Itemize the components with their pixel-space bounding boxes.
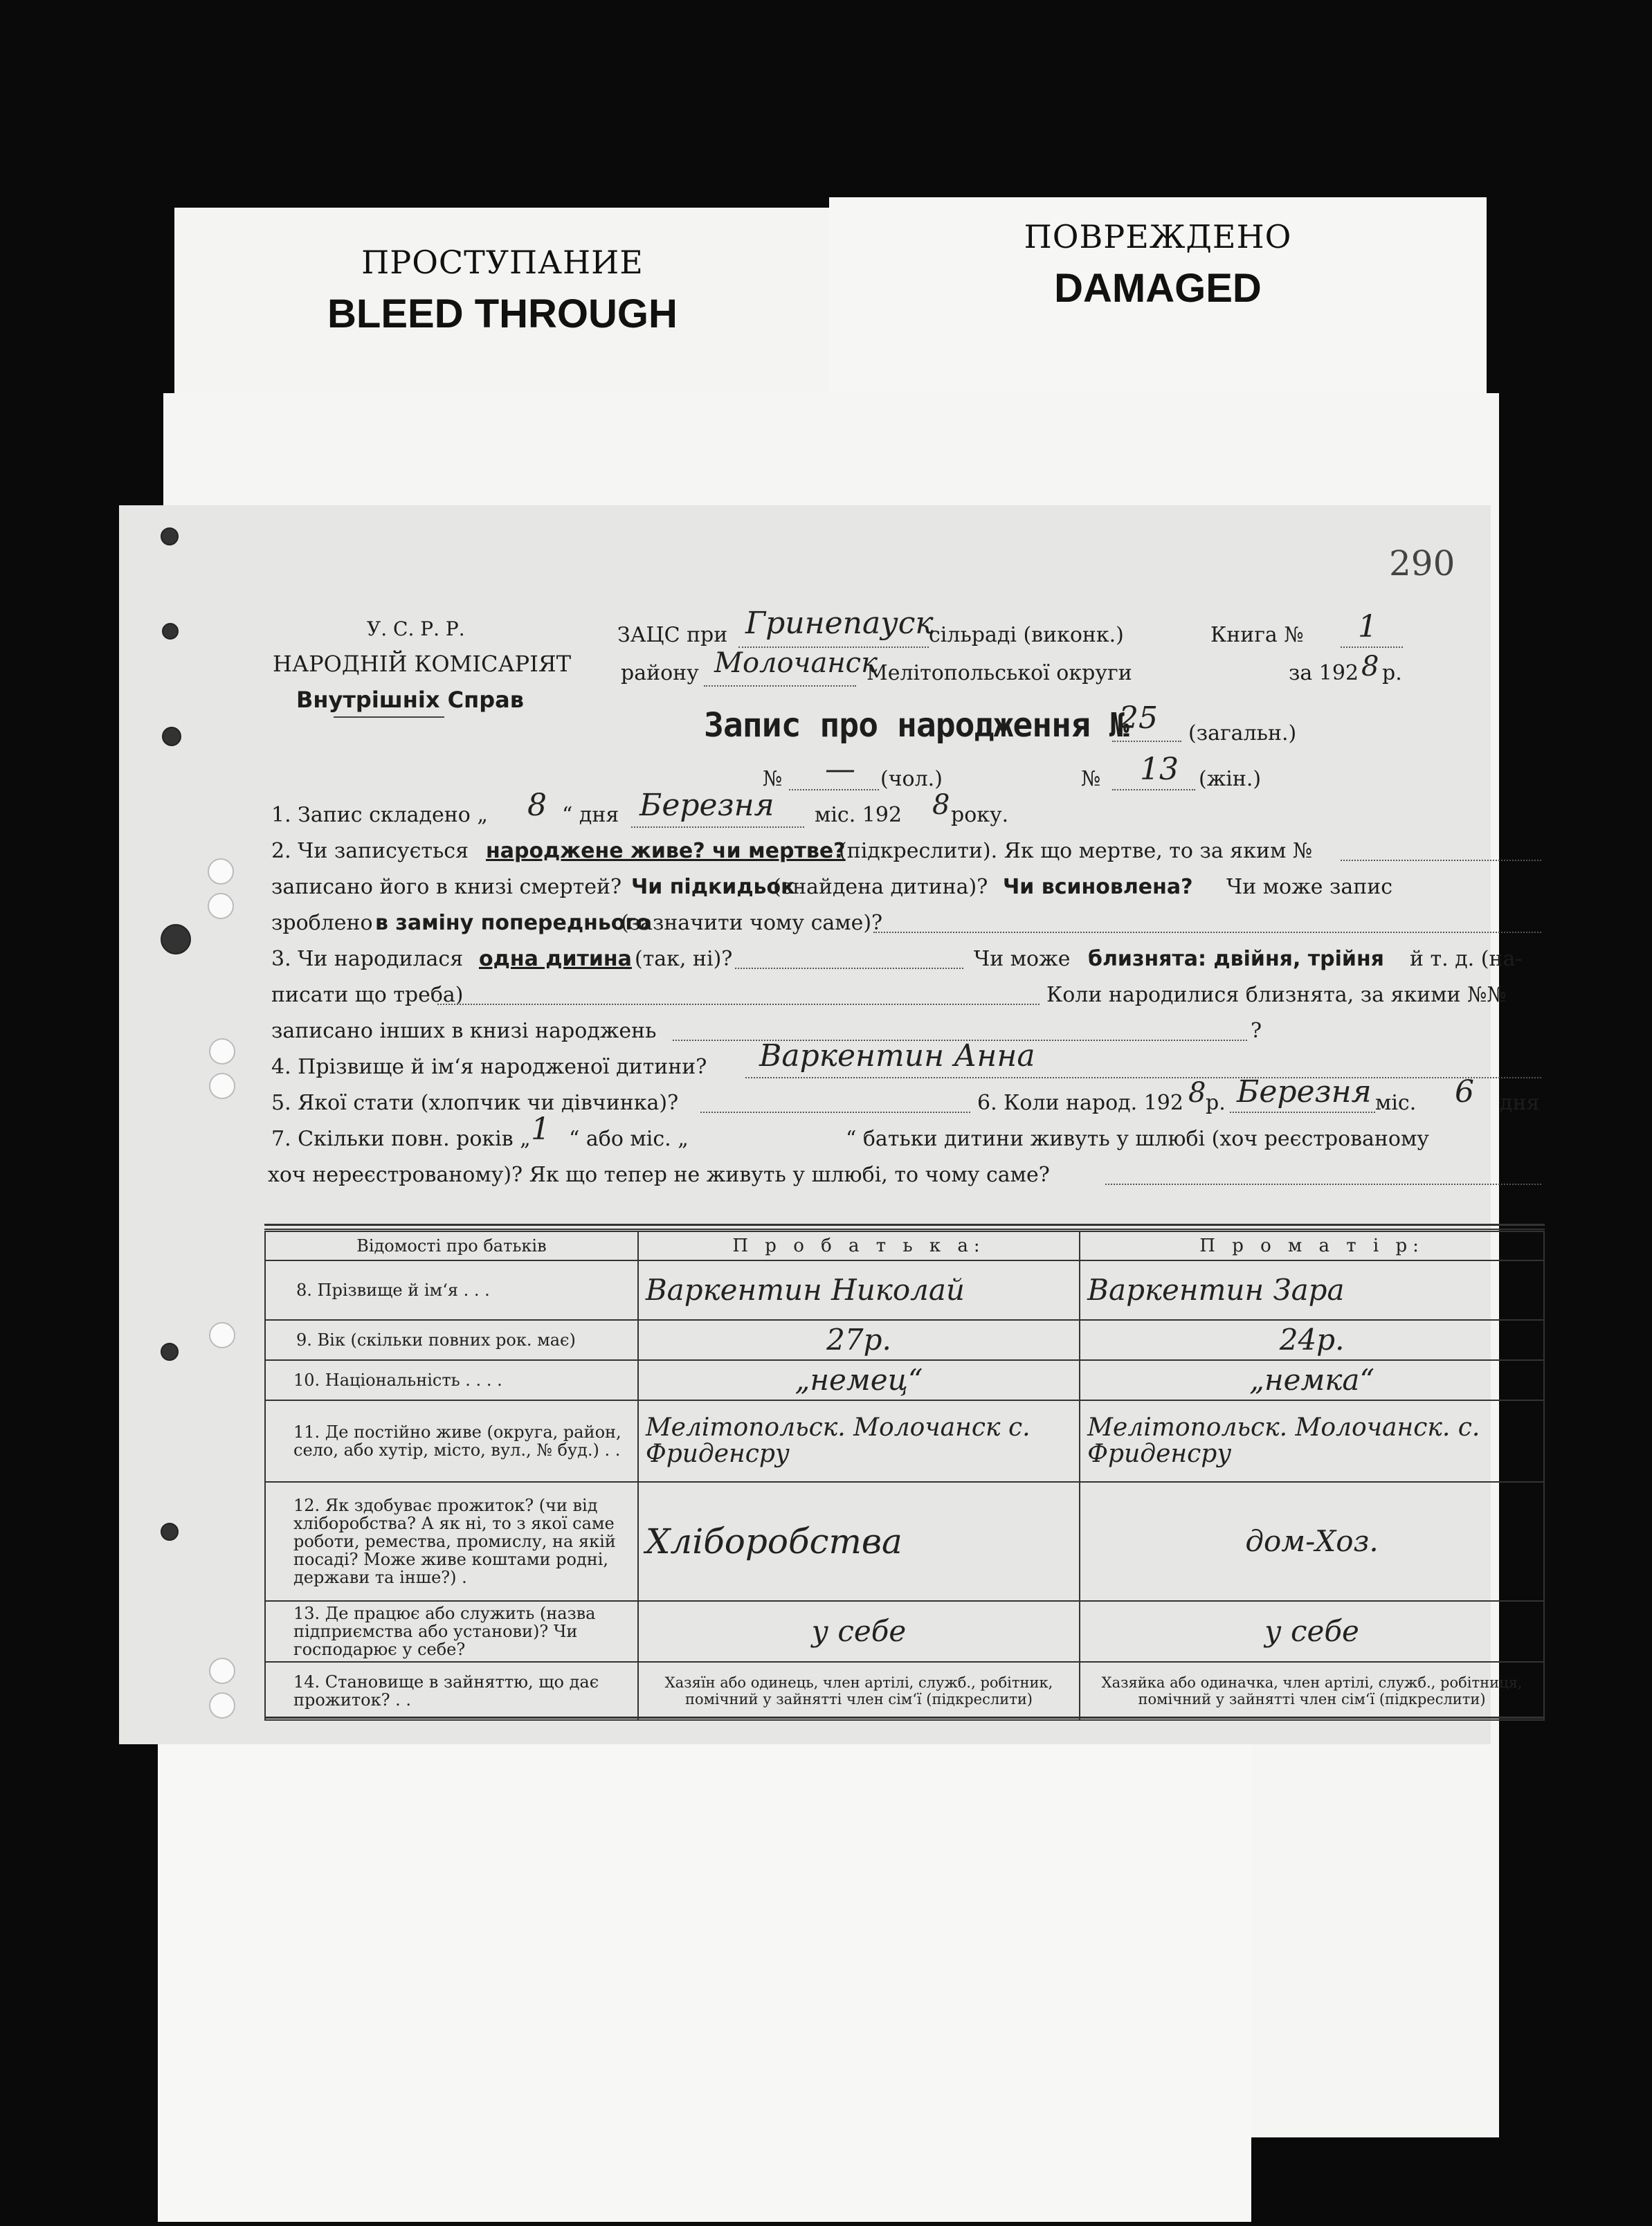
lower-sheet [158,1737,1251,2222]
father-livelihood: Хліборобства [638,1482,1080,1601]
row-label-livelihood: 12. Як здобуває прожиток? (чи від хліборобства? А як ні, то з якої саме роботи, ремества, промислу, на якій посаді? Може живе коштами родні, держави та інше?) . [265,1482,638,1601]
birth-day: 6 [1455,1074,1474,1110]
male-number: — [825,752,855,787]
father-residence: Мелітопольск. Молочанск с. Фриденсру [638,1400,1080,1482]
page-number: 290 [1389,543,1455,583]
table-row [265,1482,1544,1601]
row-label-workplace: 13. Де працює або служить (назва підприємства або установи)? Чи господарює у себе? [265,1601,638,1662]
table-row [265,1400,1544,1482]
punch-hole [161,527,179,545]
org-underline [334,716,444,718]
record-title: Запис про народження № [704,706,1129,745]
line-2a: 2. Чи записується [271,839,469,863]
line-2b: народжене живе? чи мертве? [486,839,846,863]
village-name: Гринепауск [745,606,934,641]
male-number-field [789,789,879,790]
punch-hole [208,858,234,885]
line-3c: (знайдена дитина)? [773,875,988,899]
table-top-rule [264,1224,1545,1230]
col-header-father: П р о б а т ь к а: [638,1231,1080,1260]
org-line-3: Внутрішніх Справ [296,687,524,713]
father-status: Хазяїн або одинець, член артілі, служб., робітник, помічний у зайнятті член сім‘ї (підкреслити) [638,1662,1080,1720]
record-number: 25 [1119,700,1158,736]
male-label: (чол.) [880,767,943,791]
line-9d: міс. [1375,1091,1417,1115]
line-5d: Чи може [974,947,1071,971]
line-10b: “ або міс. „ [569,1127,689,1151]
line-9c: р. [1206,1091,1226,1115]
district-name: Молочанск [714,647,878,679]
line-1c: міс. 192 [815,803,902,827]
zags-prefix: ЗАЦС при [617,623,728,647]
punch-hole [209,1322,235,1348]
punch-hole [161,1523,179,1541]
org-line-2: НАРОДНІЙ КОМІСАРІЯТ [273,651,572,677]
female-no-label: № [1081,767,1101,791]
record-year: 8 [932,789,950,821]
col-header-mother: П р о м а т і р: [1080,1231,1544,1260]
line-9a: 5. Якої стати (хлопчик чи дівчинка)? [271,1091,679,1115]
tag-card-right [829,197,1487,415]
line-3b: Чи підкидьок [631,875,795,899]
punch-hole [208,893,234,919]
line-5c: (так, ні)? [635,947,733,971]
line-11a: хоч нереєстрованому)? Як що тепер не живуть у шлюбі, то чому саме? [268,1163,1050,1187]
punch-hole [209,1692,235,1719]
line-9e: дня [1500,1091,1540,1115]
line-4c: (зазначити чому саме)? [621,911,883,935]
line-9b: 6. Коли народ. 192 [977,1091,1183,1115]
table-row [265,1320,1544,1360]
punch-hole [209,1038,235,1065]
punch-hole [209,1658,235,1684]
row-label-age: 9. Вік (скільки повних рок. має) [265,1320,638,1360]
punch-hole [162,727,181,746]
line-4b: в заміну попереднього [375,911,651,935]
record-number-field [1112,741,1181,742]
punch-hole [209,1073,235,1099]
line-5b: одна дитина [479,947,632,971]
child-name-field [745,1077,1541,1078]
year-prefix: за 192 [1289,661,1359,685]
line-6a: писати що треба) [271,983,464,1007]
line-10a: 7. Скільки повн. років „ [271,1127,531,1151]
line-1a: 1. Запис складено „ [271,803,488,827]
child-name: Варкентин Анна [759,1038,1035,1074]
line-5f: й т. д. (на- [1410,947,1523,971]
marriage-years: 1 [531,1112,550,1147]
mother-nationality: „немка“ [1080,1360,1544,1400]
row-label-nationality: 10. Національність . . . . [265,1360,638,1400]
org-line-1: У. С. Р. Р. [367,617,465,640]
line-3d: Чи всиновлена? [1003,875,1193,899]
mother-age: 24р. [1080,1320,1544,1360]
row-label-residence: 11. Де постійно живе (округа, район, село, або хутір, місто, вул., № буд.) . . [265,1400,638,1482]
line-3a: записано його в книзі смертей? [271,875,622,899]
line-7a: записано інших в книзі народжень [271,1019,657,1043]
punch-hole [161,1343,179,1361]
bleed-through-en: BLEED THROUGH [327,291,678,336]
punch-hole [161,924,191,954]
table-bottom-rule [264,1717,1545,1719]
record-day: 8 [527,788,547,823]
replacement-field [873,932,1541,933]
not-married-field [1105,1184,1541,1185]
mother-residence: Мелітопольск. Молочанск. с. Фриденсру [1080,1400,1544,1482]
twins-field [437,1004,1040,1005]
birth-record-form [119,505,1540,1744]
table-row [265,1662,1544,1720]
mother-status: Хазяйка або одиначка, член артілі, служб., робітниця, помічний у зайнятті член сім‘ї (підкреслити) [1080,1662,1544,1720]
district-prefix: району [621,661,699,685]
father-nationality: „немец“ [638,1360,1080,1400]
mother-livelihood: дом-Хоз. [1080,1482,1544,1601]
birth-year: 8 [1188,1077,1206,1109]
col-header-info: Відомості про батьків [265,1231,638,1260]
female-label: (жін.) [1199,767,1262,791]
father-age: 27р. [638,1320,1080,1360]
father-name: Варкентин Николай [638,1260,1080,1320]
book-field [1341,646,1403,648]
line-2c: (підкреслити). Як що мертве, то за яким № [839,839,1313,863]
book-number: 1 [1358,609,1377,644]
year-suffix: р. [1382,661,1402,685]
tag-card-left [174,208,830,415]
mother-name: Варкентин Зара [1080,1260,1544,1320]
record-month: Березня [639,788,774,823]
bleed-through-ru: ПРОСТУПАНИЕ [361,244,644,281]
row-label-name: 8. Прізвище й ім‘я . . . [265,1260,638,1320]
line-7b: ? [1251,1019,1262,1043]
female-number-field [1112,789,1195,790]
record-month-field [631,826,804,828]
line-10c: “ батьки дитини живуть у шлюбі (хоч реєстрованому [846,1127,1429,1151]
book-label: Книга № [1210,623,1304,647]
line-8a: 4. Прізвище й ім‘я народженої дитини? [271,1055,707,1079]
father-workplace: у себе [638,1601,1080,1662]
sex-field [700,1112,970,1113]
mother-workplace: у себе [1080,1601,1544,1662]
line-5e: близнята: двійня, трійня [1088,947,1384,971]
okrug-name: Мелітопольської округи [866,661,1132,685]
line-3e: Чи може запис [1226,875,1393,899]
line-1b: “ дня [562,803,619,827]
table-row [265,1360,1544,1400]
damaged-en: DAMAGED [1054,266,1262,311]
line-4a: зроблено [271,911,373,935]
birth-month-field [1230,1112,1375,1113]
year-digit: 8 [1361,651,1379,682]
row-label-status: 14. Становище в зайняттю, що дає прожиток? . . [265,1662,638,1720]
line-1d: року. [951,803,1009,827]
district-field [704,685,856,687]
parents-table [264,1231,1545,1721]
table-row [265,1601,1544,1662]
line-6b: Коли народилися близнята, за якими №№ [1046,983,1507,1007]
line-5a: 3. Чи народилася [271,947,464,971]
zags-suffix: сільраді (виконк.) [929,623,1124,647]
single-child-field [735,968,963,969]
death-no-field [1341,860,1541,861]
birth-month: Березня [1237,1074,1372,1110]
total-label: (загальн.) [1188,721,1297,745]
table-row [265,1260,1544,1320]
damaged-ru: ПОВРЕЖДЕНО [1024,218,1292,255]
male-no-label: № [763,767,783,791]
female-number: 13 [1140,752,1179,787]
punch-hole [162,623,179,640]
